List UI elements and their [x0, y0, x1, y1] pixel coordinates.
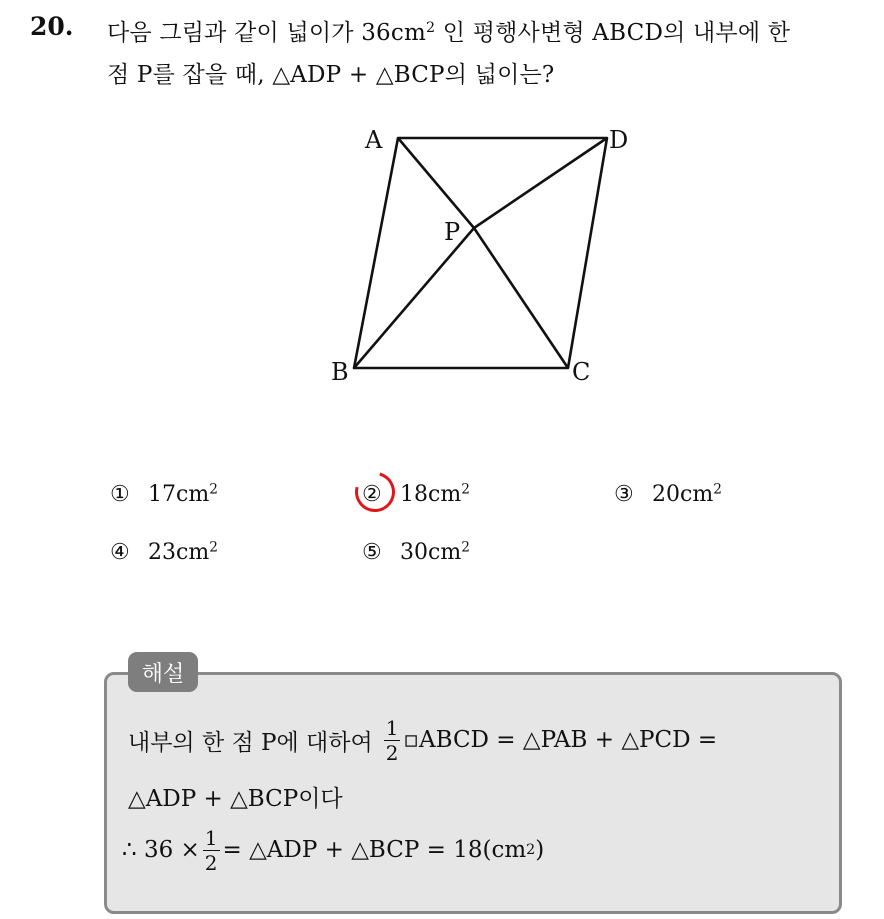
point-label-p: P	[444, 218, 461, 246]
fraction-half-2: $\frac{1}{2}$	[204, 825, 218, 875]
parallelogram-abcd	[354, 138, 607, 368]
choice-4[interactable]: ④ $23cm^2$	[110, 539, 218, 565]
question-number: 20.	[30, 12, 74, 41]
fraction-half: $\frac{1}{2}$	[385, 715, 399, 765]
solution-line3: ∴ 36 × $\frac{1}{2}$ = △ADP + △BCP = 18(cm 2 )	[122, 825, 545, 875]
choice-2[interactable]: ② $18cm^2$	[362, 481, 470, 507]
vertex-label-d: D	[609, 126, 629, 154]
choice-3[interactable]: ③ $20cm^2$	[614, 481, 722, 507]
choice-5[interactable]: ⑤ $30cm^2$	[362, 539, 470, 565]
solution-line1: 내부의 한 점 P에 대하여 $\frac{1}{2}$ ▫ABCD = △PAB + △PCD =	[128, 715, 718, 765]
question-text-line2: 점 P를 잡을 때, △ADP + △BCP의 넓이는?	[107, 62, 555, 88]
choice-1[interactable]: ① $17cm^2$	[110, 481, 218, 507]
segment-bp	[354, 228, 474, 368]
question-text-line1: 다음 그림과 같이 넓이가 $36cm^2$ 인 평행사변형 ABCD의 내부에 한	[107, 20, 791, 46]
solution-tag: 해설	[128, 652, 198, 692]
segment-cp	[474, 228, 568, 368]
vertex-label-c: C	[572, 358, 591, 386]
segment-dp	[474, 138, 607, 228]
vertex-label-b: B	[331, 358, 349, 386]
vertex-label-a: A	[365, 126, 383, 154]
solution-line2: △ADP + △BCP이다	[128, 786, 343, 812]
segment-ap	[398, 138, 474, 228]
